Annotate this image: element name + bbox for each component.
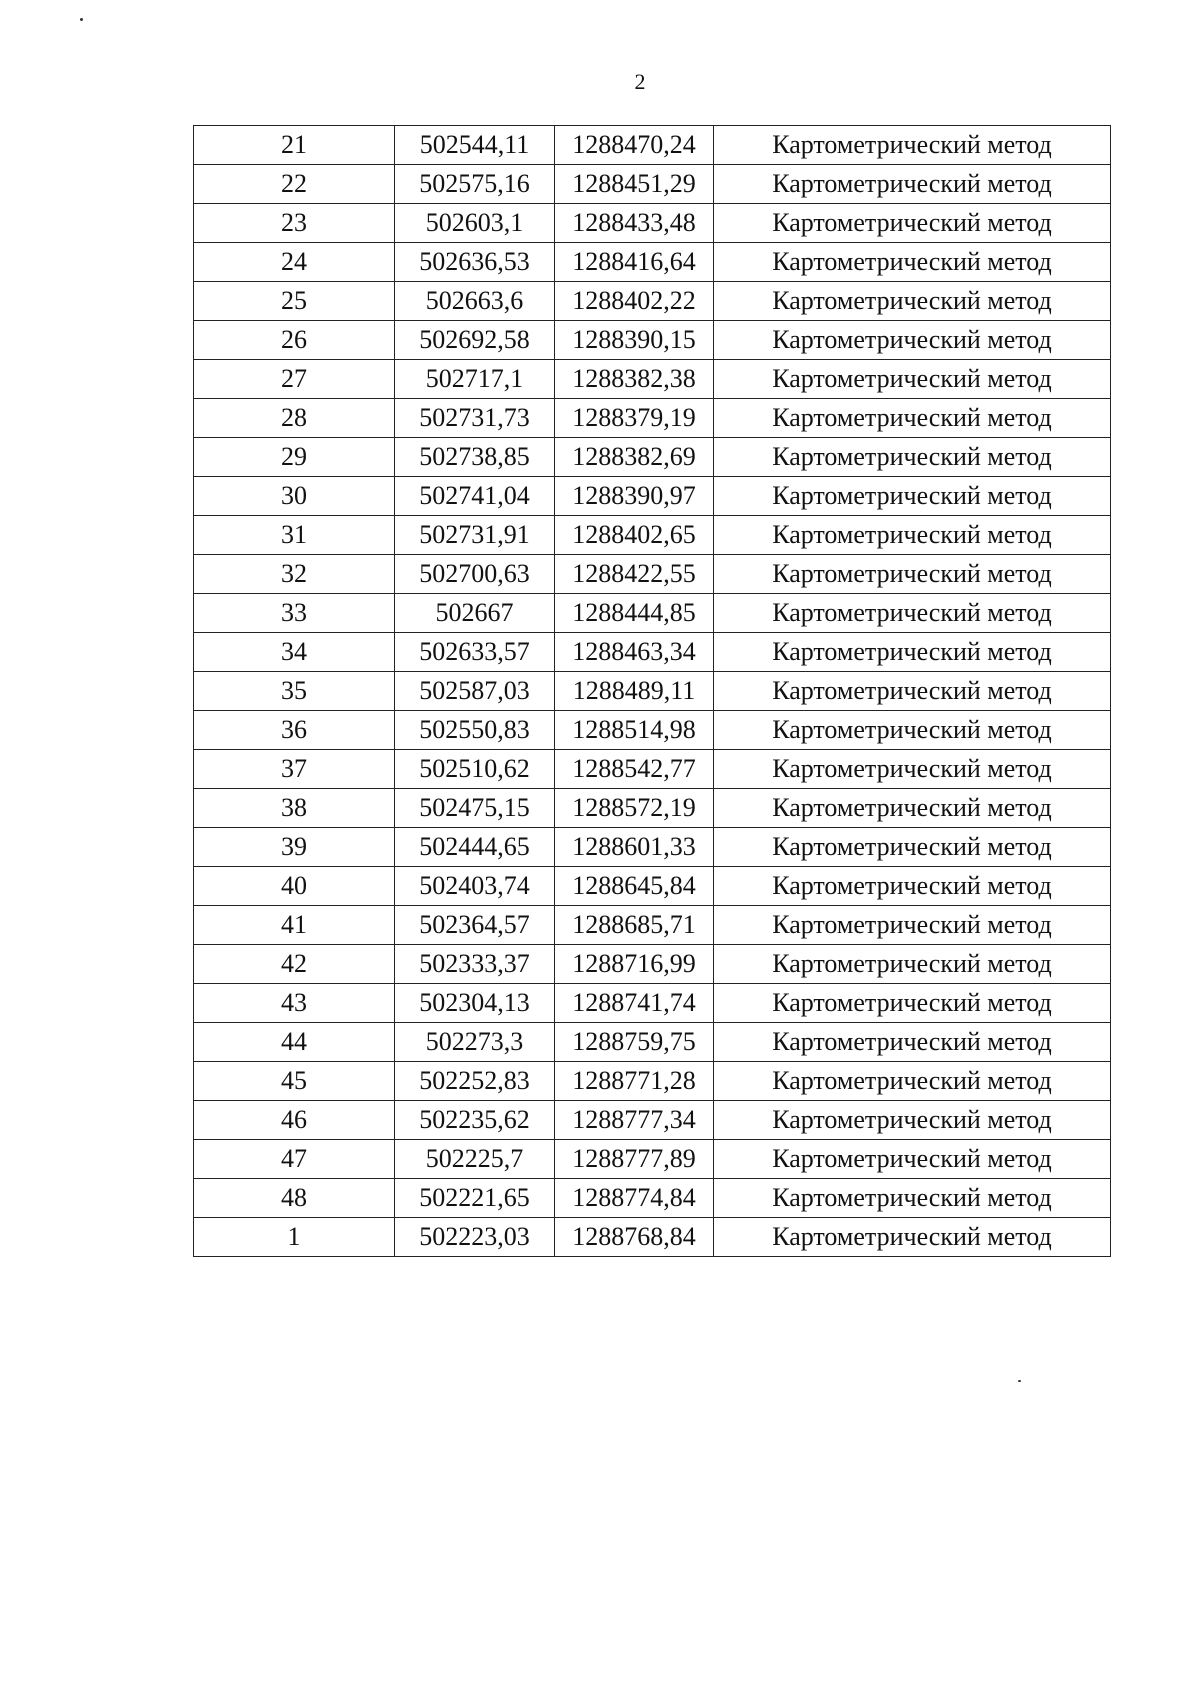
point-number-cell: 44 <box>194 1023 395 1062</box>
method-cell: Картометрический метод <box>714 399 1111 438</box>
table-row <box>194 633 1111 672</box>
y-coordinate-cell: 1288382,38 <box>555 360 714 399</box>
method-cell: Картометрический метод <box>714 867 1111 906</box>
table-row <box>194 867 1111 906</box>
y-coordinate-cell: 1288514,98 <box>555 711 714 750</box>
method-cell: Картометрический метод <box>714 477 1111 516</box>
table-row <box>194 1179 1111 1218</box>
x-coordinate-cell: 502603,1 <box>395 204 555 243</box>
x-coordinate-cell: 502575,16 <box>395 165 555 204</box>
point-number-cell: 47 <box>194 1140 395 1179</box>
coordinates-table <box>193 125 1111 1257</box>
table-row <box>194 204 1111 243</box>
point-number-cell: 43 <box>194 984 395 1023</box>
coordinates-table-body <box>194 126 1111 1257</box>
x-coordinate-cell: 502717,1 <box>395 360 555 399</box>
method-cell: Картометрический метод <box>714 906 1111 945</box>
table-row <box>194 1140 1111 1179</box>
method-cell: Картометрический метод <box>714 828 1111 867</box>
y-coordinate-cell: 1288542,77 <box>555 750 714 789</box>
table-row <box>194 984 1111 1023</box>
y-coordinate-cell: 1288382,69 <box>555 438 714 477</box>
method-cell: Картометрический метод <box>714 243 1111 282</box>
y-coordinate-cell: 1288601,33 <box>555 828 714 867</box>
method-cell: Картометрический метод <box>714 126 1111 165</box>
y-coordinate-cell: 1288771,28 <box>555 1062 714 1101</box>
y-coordinate-cell: 1288416,64 <box>555 243 714 282</box>
x-coordinate-cell: 502475,15 <box>395 789 555 828</box>
point-number-cell: 31 <box>194 516 395 555</box>
table-row <box>194 165 1111 204</box>
method-cell: Картометрический метод <box>714 633 1111 672</box>
x-coordinate-cell: 502273,3 <box>395 1023 555 1062</box>
x-coordinate-cell: 502636,53 <box>395 243 555 282</box>
y-coordinate-cell: 1288402,22 <box>555 282 714 321</box>
method-cell: Картометрический метод <box>714 945 1111 984</box>
method-cell: Картометрический метод <box>714 711 1111 750</box>
point-number-cell: 28 <box>194 399 395 438</box>
table-row <box>194 126 1111 165</box>
table-row <box>194 594 1111 633</box>
scan-speck <box>80 18 83 21</box>
table-row <box>194 906 1111 945</box>
y-coordinate-cell: 1288489,11 <box>555 672 714 711</box>
y-coordinate-cell: 1288444,85 <box>555 594 714 633</box>
method-cell: Картометрический метод <box>714 165 1111 204</box>
y-coordinate-cell: 1288777,34 <box>555 1101 714 1140</box>
x-coordinate-cell: 502667 <box>395 594 555 633</box>
point-number-cell: 32 <box>194 555 395 594</box>
table-row <box>194 750 1111 789</box>
x-coordinate-cell: 502550,83 <box>395 711 555 750</box>
point-number-cell: 40 <box>194 867 395 906</box>
table-row <box>194 1062 1111 1101</box>
point-number-cell: 1 <box>194 1218 395 1257</box>
method-cell: Картометрический метод <box>714 750 1111 789</box>
method-cell: Картометрический метод <box>714 321 1111 360</box>
x-coordinate-cell: 502741,04 <box>395 477 555 516</box>
x-coordinate-cell: 502225,7 <box>395 1140 555 1179</box>
point-number-cell: 21 <box>194 126 395 165</box>
table-row <box>194 438 1111 477</box>
y-coordinate-cell: 1288390,15 <box>555 321 714 360</box>
point-number-cell: 27 <box>194 360 395 399</box>
point-number-cell: 25 <box>194 282 395 321</box>
point-number-cell: 22 <box>194 165 395 204</box>
point-number-cell: 26 <box>194 321 395 360</box>
x-coordinate-cell: 502587,03 <box>395 672 555 711</box>
method-cell: Картометрический метод <box>714 1062 1111 1101</box>
point-number-cell: 34 <box>194 633 395 672</box>
method-cell: Картометрический метод <box>714 984 1111 1023</box>
table-row <box>194 282 1111 321</box>
y-coordinate-cell: 1288451,29 <box>555 165 714 204</box>
point-number-cell: 48 <box>194 1179 395 1218</box>
page-number: 2 <box>634 69 646 94</box>
x-coordinate-cell: 502731,73 <box>395 399 555 438</box>
x-coordinate-cell: 502692,58 <box>395 321 555 360</box>
table-row <box>194 516 1111 555</box>
method-cell: Картометрический метод <box>714 204 1111 243</box>
x-coordinate-cell: 502304,13 <box>395 984 555 1023</box>
table-row <box>194 789 1111 828</box>
y-coordinate-cell: 1288572,19 <box>555 789 714 828</box>
y-coordinate-cell: 1288422,55 <box>555 555 714 594</box>
table-row <box>194 672 1111 711</box>
x-coordinate-cell: 502333,37 <box>395 945 555 984</box>
point-number-cell: 46 <box>194 1101 395 1140</box>
x-coordinate-cell: 502364,57 <box>395 906 555 945</box>
x-coordinate-cell: 502252,83 <box>395 1062 555 1101</box>
x-coordinate-cell: 502738,85 <box>395 438 555 477</box>
x-coordinate-cell: 502544,11 <box>395 126 555 165</box>
table-row <box>194 711 1111 750</box>
y-coordinate-cell: 1288777,89 <box>555 1140 714 1179</box>
point-number-cell: 39 <box>194 828 395 867</box>
method-cell: Картометрический метод <box>714 1101 1111 1140</box>
x-coordinate-cell: 502221,65 <box>395 1179 555 1218</box>
y-coordinate-cell: 1288390,97 <box>555 477 714 516</box>
table-row <box>194 321 1111 360</box>
method-cell: Картометрический метод <box>714 360 1111 399</box>
point-number-cell: 24 <box>194 243 395 282</box>
table-row <box>194 1218 1111 1257</box>
y-coordinate-cell: 1288716,99 <box>555 945 714 984</box>
point-number-cell: 29 <box>194 438 395 477</box>
y-coordinate-cell: 1288768,84 <box>555 1218 714 1257</box>
x-coordinate-cell: 502510,62 <box>395 750 555 789</box>
x-coordinate-cell: 502700,63 <box>395 555 555 594</box>
method-cell: Картометрический метод <box>714 1179 1111 1218</box>
method-cell: Картометрический метод <box>714 516 1111 555</box>
method-cell: Картометрический метод <box>714 282 1111 321</box>
table-row <box>194 243 1111 282</box>
table-row <box>194 399 1111 438</box>
table-row <box>194 477 1111 516</box>
x-coordinate-cell: 502731,91 <box>395 516 555 555</box>
point-number-cell: 30 <box>194 477 395 516</box>
y-coordinate-cell: 1288759,75 <box>555 1023 714 1062</box>
point-number-cell: 37 <box>194 750 395 789</box>
point-number-cell: 41 <box>194 906 395 945</box>
method-cell: Картометрический метод <box>714 1218 1111 1257</box>
point-number-cell: 45 <box>194 1062 395 1101</box>
table-row <box>194 828 1111 867</box>
x-coordinate-cell: 502444,65 <box>395 828 555 867</box>
method-cell: Картометрический метод <box>714 672 1111 711</box>
y-coordinate-cell: 1288470,24 <box>555 126 714 165</box>
x-coordinate-cell: 502403,74 <box>395 867 555 906</box>
point-number-cell: 35 <box>194 672 395 711</box>
y-coordinate-cell: 1288463,34 <box>555 633 714 672</box>
x-coordinate-cell: 502235,62 <box>395 1101 555 1140</box>
point-number-cell: 38 <box>194 789 395 828</box>
table-row <box>194 1023 1111 1062</box>
method-cell: Картометрический метод <box>714 438 1111 477</box>
method-cell: Картометрический метод <box>714 555 1111 594</box>
y-coordinate-cell: 1288433,48 <box>555 204 714 243</box>
y-coordinate-cell: 1288402,65 <box>555 516 714 555</box>
y-coordinate-cell: 1288741,74 <box>555 984 714 1023</box>
table-row <box>194 1101 1111 1140</box>
y-coordinate-cell: 1288379,19 <box>555 399 714 438</box>
point-number-cell: 33 <box>194 594 395 633</box>
x-coordinate-cell: 502633,57 <box>395 633 555 672</box>
y-coordinate-cell: 1288645,84 <box>555 867 714 906</box>
table-row <box>194 555 1111 594</box>
scan-speck <box>1018 1380 1021 1382</box>
point-number-cell: 42 <box>194 945 395 984</box>
point-number-cell: 36 <box>194 711 395 750</box>
method-cell: Картометрический метод <box>714 789 1111 828</box>
table-row <box>194 360 1111 399</box>
method-cell: Картометрический метод <box>714 1023 1111 1062</box>
y-coordinate-cell: 1288685,71 <box>555 906 714 945</box>
point-number-cell: 23 <box>194 204 395 243</box>
x-coordinate-cell: 502223,03 <box>395 1218 555 1257</box>
table-row <box>194 945 1111 984</box>
y-coordinate-cell: 1288774,84 <box>555 1179 714 1218</box>
method-cell: Картометрический метод <box>714 594 1111 633</box>
x-coordinate-cell: 502663,6 <box>395 282 555 321</box>
method-cell: Картометрический метод <box>714 1140 1111 1179</box>
